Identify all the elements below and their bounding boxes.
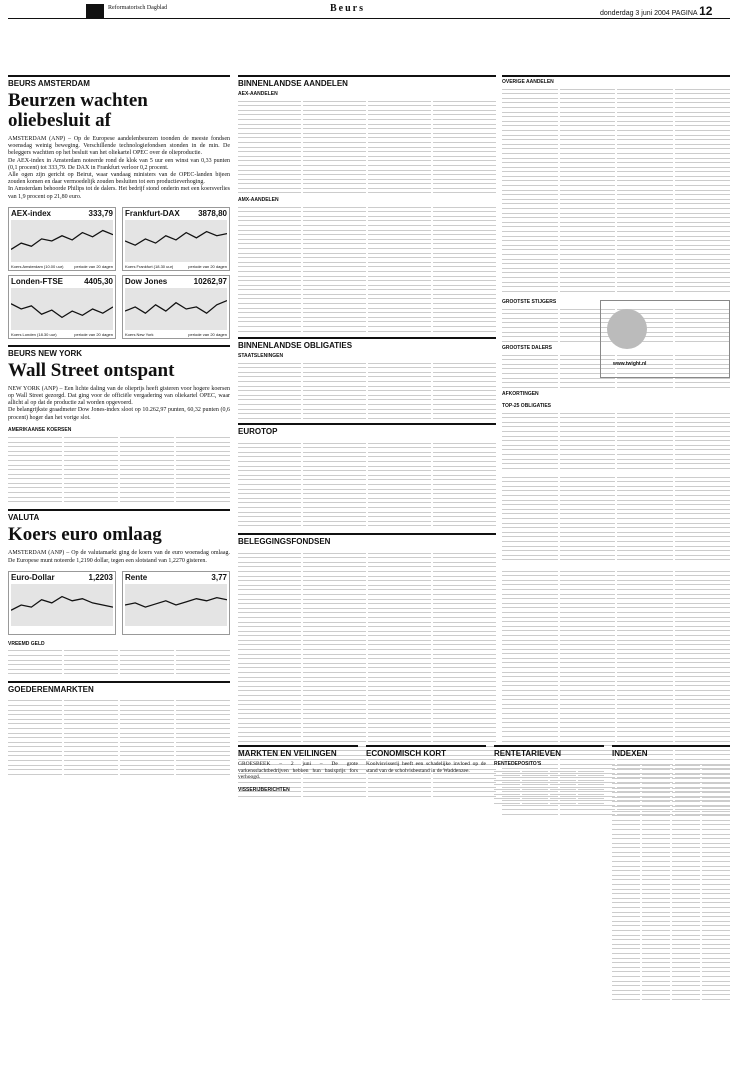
chart-caption-right: periode van 20 dagen [74, 263, 113, 269]
newspaper-logo [86, 4, 104, 18]
table-row [502, 556, 730, 561]
chart-dax [122, 207, 230, 271]
beurs-amsterdam-kicker: BEURS AMSTERDAM [8, 75, 230, 88]
goederenmarkten-kicker: GOEDERENMARKTEN [8, 681, 230, 694]
grootste-dalers-title: GROOTSTE DALERS [502, 345, 553, 351]
table-cell [303, 414, 366, 419]
overige-aandelen-title: OVERIGE AANDELEN [502, 75, 730, 85]
table-cell [8, 498, 62, 503]
table-cell [672, 995, 700, 1000]
paragraph: De AEX-index in Amsterdam noteerde rond de klok van 5 uur een winst van 0,33 punten (0,1 procent) tot 333,79. De DAX in Frankfurt verloor 0,2 procent. [8, 157, 230, 171]
table-cell [522, 799, 548, 804]
chart-line [11, 220, 113, 262]
table-cell [8, 670, 62, 675]
table-cell [702, 995, 730, 1000]
table-cell [238, 327, 301, 332]
chart-caption-right: periode van 20 dagen [188, 263, 227, 269]
chart-title: Londen-FTSE [11, 276, 63, 286]
table-row [238, 522, 496, 527]
table-cell [433, 522, 496, 527]
table-cell [550, 799, 576, 804]
table-cell [120, 770, 174, 775]
table-cell [617, 556, 673, 561]
chart-value: 10262,97 [193, 276, 227, 286]
top25-table [502, 409, 730, 469]
page-number: 12 [699, 4, 713, 18]
chart-line [11, 584, 113, 626]
chart-euro-dollar [8, 571, 116, 635]
aex-aandelen-title: AEX-AANDELEN [238, 91, 278, 97]
markten-text: GROESBEEK – 2 juni – De grote varkensslachtbedrijven hebben hun basisprijs fors verhoogd. [238, 761, 358, 781]
table-row [238, 327, 496, 332]
afkortingen-title: AFKORTINGEN [502, 391, 539, 397]
promo-url[interactable]: www.twight.nl [613, 361, 647, 367]
chart-plot [125, 584, 227, 626]
beurs-newyork-headline: Wall Street ontspant [8, 359, 175, 381]
right-column [502, 75, 730, 817]
chart-title: AEX-index [11, 208, 52, 218]
masthead [0, 0, 738, 40]
table-cell [303, 189, 366, 194]
staatsleningen-table [238, 359, 496, 419]
table-row [502, 383, 730, 388]
table-cell [433, 792, 496, 797]
table-cell [303, 327, 366, 332]
chart-dowjones [122, 275, 230, 339]
chart-line [125, 584, 227, 626]
table-cell [494, 799, 520, 804]
table-cell [368, 327, 431, 332]
binnenlandse-obligaties-kicker: BINNENLANDSE OBLIGATIES [238, 337, 496, 350]
table-cell [578, 799, 604, 804]
chart-value: 3,77 [211, 572, 227, 582]
chart-plot [11, 288, 113, 330]
paragraph: De belangrijkste graadmeter Dow Jones-index sloot op 10.262,97 punten, 60,32 punten (0,6 procent) hoger dan het vorige slot. [8, 407, 230, 421]
table-row [238, 189, 496, 194]
indexen-kicker: INDEXEN [612, 745, 730, 758]
vreemd-geld-table [8, 647, 230, 677]
table-cell [502, 383, 558, 388]
middle-column [238, 75, 496, 799]
paragraph: NEW YORK (ANP) – Een lichte daling van de olieprijs heeft gisteren voor hogere koersen op Wall Street gezorgd. Dat ging voor de officiële vergadering van oliekartel OPEC, waar allicht al op dat de productie zal worden opgevoerd. [8, 385, 230, 407]
chart-line [125, 288, 227, 330]
chart-value: 4405,30 [84, 276, 113, 286]
chart-title: Euro-Dollar [11, 572, 55, 582]
paper-name: Reformatorisch Dagblad [108, 5, 168, 11]
aex-aandelen-table [238, 97, 496, 197]
table-cell [176, 498, 230, 503]
table-cell [8, 770, 62, 775]
paragraph: In Amsterdam behoorde Philips tot de dalers. Het bedrijf stond onderin met een koersverlies van 1,9 procent op 21,80 euro. [8, 186, 230, 200]
chart-caption: Koers Amsterdam (10.00 uur) [11, 263, 64, 269]
amerikaanse-koersen-table [8, 428, 230, 504]
table-cell [120, 498, 174, 503]
valuta-charts [8, 571, 230, 635]
eurotop-right-table [502, 473, 730, 563]
index-charts [8, 207, 230, 339]
chart-plot [11, 584, 113, 626]
vreemd-geld-title: VREEMD GELD [8, 640, 45, 647]
table-cell [560, 287, 616, 292]
table-cell [502, 337, 558, 342]
table-row [8, 498, 230, 503]
table-rows [8, 433, 230, 503]
table-cell [176, 670, 230, 675]
chart-caption-right: periode van 20 dagen [188, 331, 227, 337]
chart-caption: Koers New York [125, 331, 154, 337]
table-cell [433, 189, 496, 194]
table-cell [617, 287, 673, 292]
table-cell [368, 792, 431, 797]
table-row [238, 414, 496, 419]
markten-kicker: MARKTEN EN VEILINGEN [238, 745, 358, 758]
table-row [238, 792, 496, 797]
left-column [8, 75, 230, 777]
table-cell [368, 414, 431, 419]
table-cell [502, 464, 558, 469]
goederenmarkten-table [8, 697, 230, 777]
beurs-amsterdam-body [8, 136, 230, 201]
beurs-amsterdam-headline: Beurzen wachten oliebesluit af [8, 90, 148, 131]
chart-title: Dow Jones [125, 276, 168, 286]
indexen-table [612, 761, 730, 1001]
table-title: AMERIKAANSE KOERSEN [8, 426, 72, 433]
table-cell [64, 670, 118, 675]
promo-photo [607, 309, 647, 349]
table-cell [433, 414, 496, 419]
valuta-kicker: VALUTA [8, 509, 230, 522]
paragraph: Alle ogen zijn gericht op Beirut, waar vandaag ministers van de OPEC-landen bijeen zouden komen en daar vermoedelijk zouden besluiten tot een productieverhoging. [8, 172, 230, 186]
chart-plot [125, 220, 227, 262]
indexen-section [612, 745, 730, 1001]
page-label: PAGINA [671, 10, 698, 17]
masthead-rule [8, 18, 730, 19]
table-cell [675, 287, 731, 292]
chart-caption: Koers Londen (18.30 uur) [11, 331, 57, 337]
overige-aandelen-table [502, 85, 730, 295]
rentedeposito-title: RENTEDEPOSITO'S [494, 761, 542, 767]
economisch-kort-kicker: ECONOMISCH KORT [366, 745, 486, 758]
amx-aandelen-title: AMX-AANDELEN [238, 197, 279, 203]
beurs-newyork-body [8, 386, 230, 422]
table-cell [675, 556, 731, 561]
chart-line [125, 220, 227, 262]
table-cell [502, 556, 558, 561]
table-cell [64, 770, 118, 775]
table-cell [238, 189, 301, 194]
table-cell [64, 498, 118, 503]
chart-title: Rente [125, 572, 148, 582]
table-cell [502, 287, 558, 292]
date-text: donderdag 3 juni 2004 [600, 10, 670, 17]
table-cell [617, 464, 673, 469]
table-cell [675, 383, 731, 388]
economisch-kort-section [366, 745, 486, 774]
valuta-headline: Koers euro omlaag [8, 524, 162, 546]
amx-aandelen-table [238, 203, 496, 333]
chart-value: 3878,80 [198, 208, 227, 218]
table-cell [560, 810, 616, 815]
table-cell [303, 792, 366, 797]
table-cell [560, 383, 616, 388]
chart-aex [8, 207, 116, 271]
binnenlandse-aandelen-kicker: BINNENLANDSE AANDELEN [238, 75, 496, 88]
table-row [502, 287, 730, 292]
rentetarieven-kicker: RENTETARIEVEN [494, 745, 604, 758]
chart-ftse [8, 275, 116, 339]
table-cell [560, 464, 616, 469]
markten-section [238, 745, 358, 793]
promo-advert[interactable] [600, 300, 730, 378]
table-cell [502, 810, 558, 815]
visserij-title: VISSERIJBERICHTEN [238, 786, 290, 793]
table-cell [612, 995, 640, 1000]
table-cell [433, 327, 496, 332]
paragraph: AMSTERDAM (ANP) – Op de Europese aandelenbeurzen toonden de meeste fondsen woensdag weinig beweging. Verschillende technologiefondsen stonden in de min. De beleggers wachtten op het besluit van het oliekartel OPEC over de olieproductie. [8, 136, 230, 157]
top25-title: TOP-25 OBLIGATIES [502, 403, 551, 409]
table-cell [238, 522, 301, 527]
valuta-body: AMSTERDAM (ANP) – Op de valutamarkt ging de koers van de euro woensdag omlaag. De Europese munt noteerde 1,2190 dollar, tegen een slotstand van 1,2270 gisteren. [8, 550, 230, 564]
eurotop-table [238, 439, 496, 529]
table-cell [675, 464, 731, 469]
grootste-stijgers-title: GROOTSTE STIJGERS [502, 299, 557, 305]
chart-value: 1,2203 [88, 572, 113, 582]
eurotop-kicker: EUROTOP [238, 423, 496, 436]
rentedeposito-table [494, 767, 604, 807]
chart-plot [125, 288, 227, 330]
chart-caption: Koers Frankfurt (18.30 uur) [125, 263, 174, 269]
chart-rente [122, 571, 230, 635]
beurs-newyork-kicker: BEURS NEW YORK [8, 345, 230, 358]
chart-line [11, 288, 113, 330]
table-row [8, 670, 230, 675]
table-row [502, 464, 730, 469]
page-date [600, 4, 712, 18]
table-row [494, 799, 604, 804]
beleggingsfondsen-kicker: BELEGGINGSFONDSEN [238, 533, 496, 546]
table-cell [238, 792, 301, 797]
table-cell [238, 414, 301, 419]
chart-caption-right: periode van 20 dagen [74, 331, 113, 337]
table-cell [120, 670, 174, 675]
chart-plot [11, 220, 113, 262]
table-cell [368, 522, 431, 527]
rentetarieven-section [494, 745, 604, 807]
table-row [8, 770, 230, 775]
table-cell [176, 770, 230, 775]
staatsleningen-title: STAATSLENINGEN [238, 353, 284, 359]
table-row [612, 995, 730, 1000]
economisch-kort-text: Koolvisvisserij heeft een schadelijke invloed op de stand van de scholvisbestand in de Waddenzee. [366, 761, 486, 774]
section-title: Beurs [330, 3, 365, 14]
table-cell [368, 189, 431, 194]
table-cell [303, 522, 366, 527]
table-cell [642, 995, 670, 1000]
chart-value: 333,79 [88, 208, 113, 218]
chart-title: Frankfurt-DAX [125, 208, 180, 218]
table-cell [617, 383, 673, 388]
table-cell [560, 556, 616, 561]
